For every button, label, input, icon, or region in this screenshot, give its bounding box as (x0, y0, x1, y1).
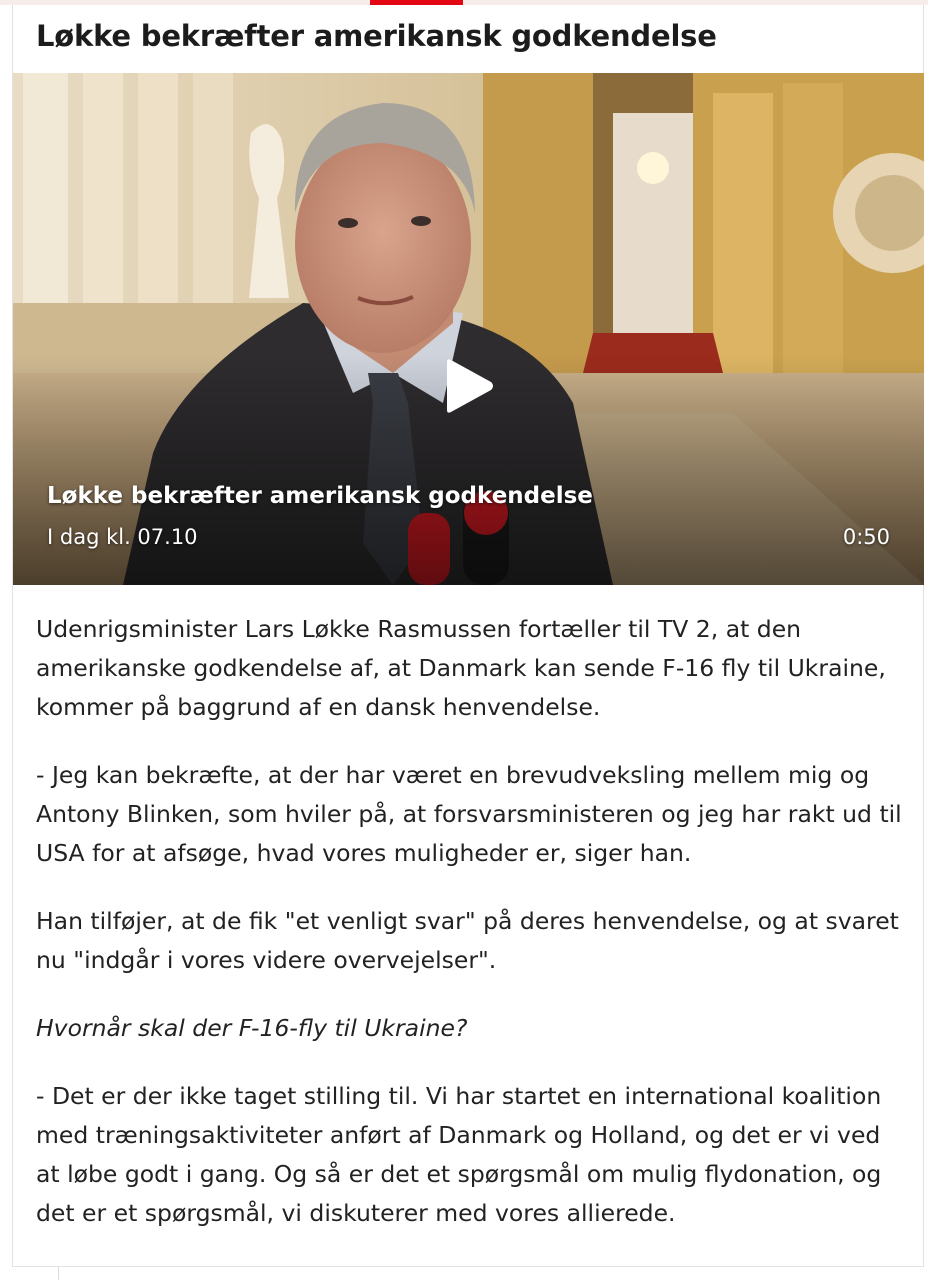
interview-question: Hvornår skal der F-16-fly til Ukraine? (36, 1014, 468, 1042)
paragraph: Han tilføjer, at de fik "et venligt svar" på deres henvendelse, og at svaret nu "indgår i vores videre overvejelser". (36, 907, 899, 974)
paragraph: - Jeg kan bekræfte, at der har været en brevudveksling mellem mig og Antony Blinken, som hviler på, at forsvarsministeren og jeg har rakt ud til USA for at afsøge, hvad vores muligheder er, siger han. (36, 761, 902, 867)
paragraph: - Det er der ikke taget stilling til. Vi har startet en international koalition med træningsaktiviteter anført af Danmark og Holland, og det er vi ved at løbe godt i gang. Og så er det et spørgsmål om mulig flydonation, og det er et spørgsmål, vi diskuterer med vores allierede. (36, 1082, 882, 1227)
play-icon[interactable] (441, 358, 495, 414)
article-card (12, 5, 924, 1267)
video-player[interactable] (13, 73, 924, 585)
article-body (36, 610, 908, 1262)
video-title: Løkke bekræfter amerikansk godkendelse (47, 483, 593, 509)
video-duration: 0:50 (842, 525, 890, 549)
article-headline: Løkke bekræfter amerikansk godkendelse (36, 19, 717, 53)
video-timestamp: I dag kl. 07.10 (47, 525, 198, 549)
divider (58, 1267, 59, 1280)
paragraph: Udenrigsminister Lars Løkke Rasmussen fortæller til TV 2, at den amerikanske godkendelse af, at Danmark kan sende F-16 fly til Ukraine, kommer på baggrund af en dansk henvendelse. (36, 615, 886, 721)
